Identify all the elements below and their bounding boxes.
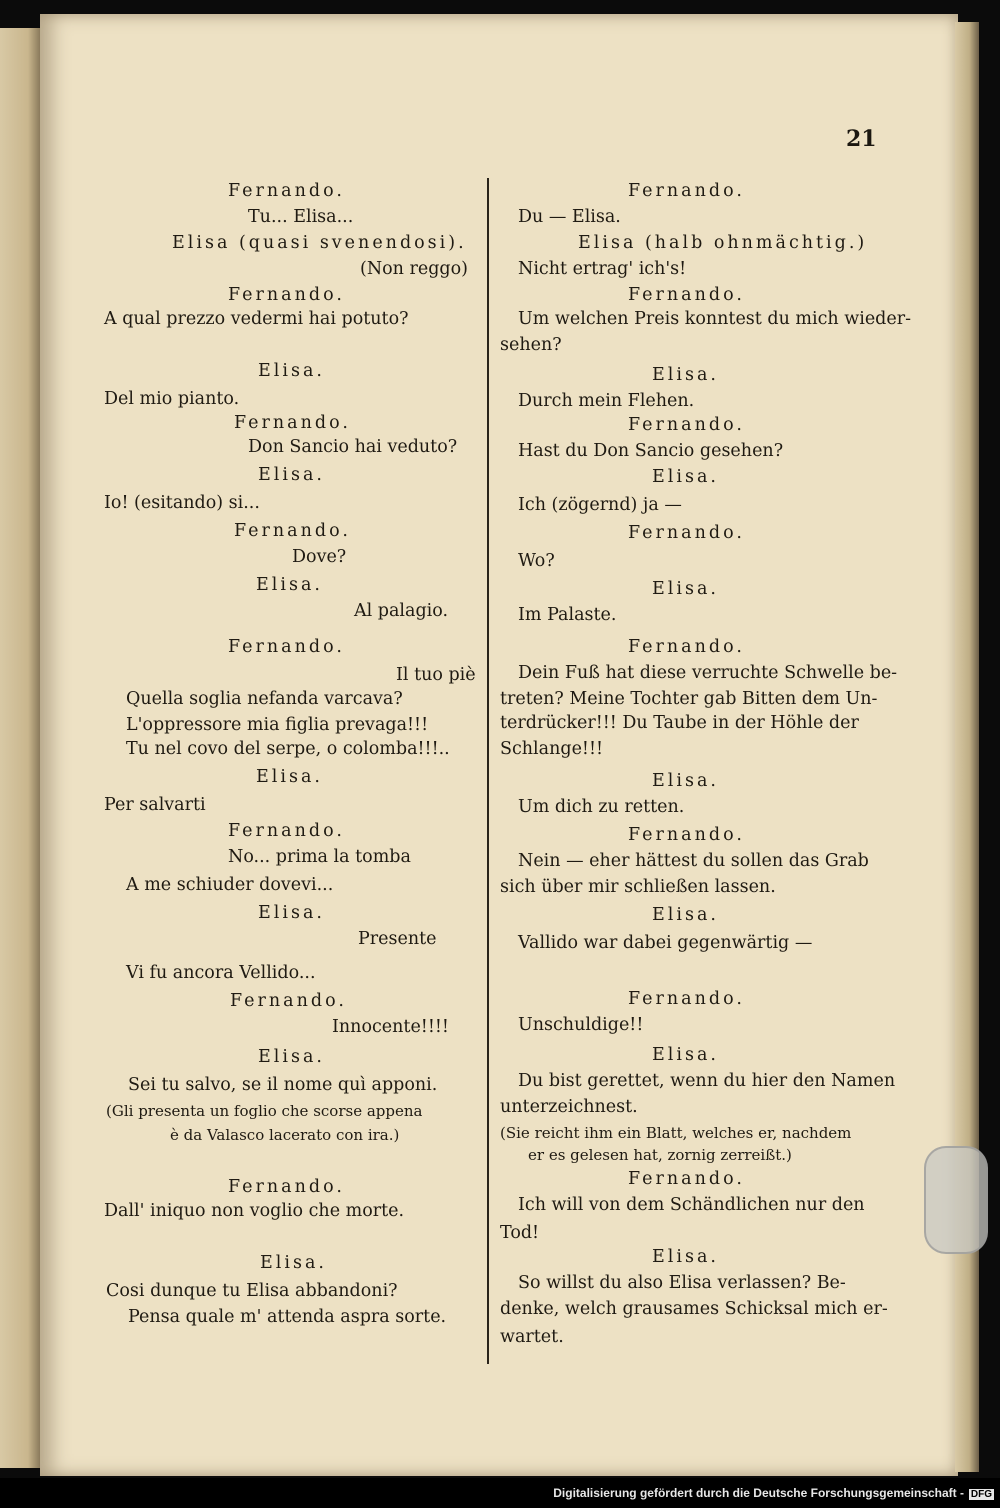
- verse-line: (Non reggo): [360, 259, 468, 279]
- speaker-name: Elisa.: [258, 1047, 325, 1067]
- verse-line: Schlange!!!: [500, 739, 604, 759]
- verse-line: Um dich zu retten.: [518, 797, 685, 817]
- verse-line: treten? Meine Tochter gab Bitten dem Un-: [500, 689, 878, 709]
- speaker-name: Fernando.: [628, 989, 745, 1009]
- verse-line: terdrücker!!! Du Taube in der Höhle der: [500, 713, 859, 733]
- verse-line: Nicht ertrag' ich's!: [518, 259, 687, 279]
- verse-line: Sei tu salvo, se il nome quì apponi.: [128, 1075, 438, 1095]
- speaker-name: Elisa.: [260, 1253, 327, 1273]
- verse-line: Io! (esitando) si...: [104, 493, 260, 513]
- verse-line: Hast du Don Sancio gesehen?: [518, 441, 784, 461]
- verse-line: A me schiuder dovevi...: [126, 875, 334, 895]
- verse-line: L'oppressore mia figlia prevaga!!!: [126, 715, 429, 735]
- verse-line: Pensa quale m' attenda aspra sorte.: [128, 1307, 447, 1327]
- speaker-name: Fernando.: [228, 637, 345, 657]
- speaker-name: Fernando.: [234, 521, 351, 541]
- speaker-name: Elisa.: [652, 771, 719, 791]
- speaker-name: Elisa (halb ohnmächtig.): [578, 233, 868, 253]
- verse-line: Du — Elisa.: [518, 207, 621, 227]
- stage-direction: (Sie reicht ihm ein Blatt, welches er, nachdem: [500, 1124, 852, 1142]
- verse-line: unterzeichnest.: [500, 1097, 638, 1117]
- verse-line: Dove?: [292, 547, 347, 567]
- verse-line: Ich will von dem Schändlichen nur den: [518, 1195, 865, 1215]
- speaker-name: Fernando.: [228, 285, 345, 305]
- speaker-name: Elisa.: [652, 1247, 719, 1267]
- stage-direction: er es gelesen hat, zornig zerreißt.): [528, 1146, 792, 1164]
- verse-line: So willst du also Elisa verlassen? Be-: [518, 1273, 846, 1293]
- page-number: 21: [846, 126, 877, 152]
- verse-line: Cosi dunque tu Elisa abbandoni?: [106, 1281, 398, 1301]
- verse-line: Wo?: [518, 551, 555, 571]
- verse-line: Um welchen Preis konntest du mich wieder-: [518, 309, 912, 329]
- verse-line: No... prima la tomba: [228, 847, 411, 867]
- verse-line: Presente: [358, 929, 437, 949]
- speaker-name: Fernando.: [628, 637, 745, 657]
- speaker-name: Fernando.: [628, 523, 745, 543]
- speaker-name: Elisa.: [256, 767, 323, 787]
- speaker-name: Elisa.: [258, 465, 325, 485]
- speaker-name: Fernando.: [628, 1169, 745, 1189]
- verse-line: Unschuldige!!: [518, 1015, 644, 1035]
- dfg-logo: DFG: [970, 1489, 992, 1500]
- speaker-name: Fernando.: [234, 413, 351, 433]
- speaker-name: Fernando.: [228, 1177, 345, 1197]
- verse-line: Du bist gerettet, wenn du hier den Namen: [518, 1071, 896, 1091]
- verse-line: wartet.: [500, 1327, 564, 1347]
- verse-line: denke, welch grausames Schicksal mich er-: [500, 1299, 888, 1319]
- verse-line: Tod!: [500, 1223, 540, 1243]
- speaker-name: Fernando.: [228, 181, 345, 201]
- verse-line: Per salvarti: [104, 795, 206, 815]
- speaker-name: Fernando.: [628, 181, 745, 201]
- speaker-name: Elisa.: [652, 1045, 719, 1065]
- speaker-name: Elisa.: [256, 575, 323, 595]
- verse-line: Im Palaste.: [518, 605, 617, 625]
- verse-line: Nein — eher hättest du sollen das Grab: [518, 851, 869, 871]
- speaker-name: Fernando.: [628, 825, 745, 845]
- verse-line: Al palagio.: [354, 601, 449, 621]
- verse-line: Quella soglia nefanda varcava?: [126, 689, 403, 709]
- verse-line: Don Sancio hai veduto?: [248, 437, 458, 457]
- verse-line: Il tuo piè: [396, 665, 476, 685]
- speaker-name: Fernando.: [230, 991, 347, 1011]
- verse-line: Del mio pianto.: [104, 389, 240, 409]
- speaker-name: Elisa.: [258, 361, 325, 381]
- page-stack-edge: [955, 22, 979, 1472]
- verse-line: Tu... Elisa...: [248, 207, 354, 227]
- verse-line: Dein Fuß hat diese verruchte Schwelle be-: [518, 663, 898, 683]
- speaker-name: Elisa.: [652, 579, 719, 599]
- verse-line: Vallido war dabei gegenwärtig —: [518, 933, 813, 953]
- footer-bar: [0, 1478, 1000, 1508]
- verse-line: sehen?: [500, 335, 562, 355]
- verse-line: Tu nel covo del serpe, o colomba!!!..: [126, 739, 450, 759]
- speaker-name: Elisa (quasi svenendosi).: [172, 233, 467, 253]
- verse-line: A qual prezzo vedermi hai potuto?: [104, 309, 409, 329]
- stage-direction: (Gli presenta un foglio che scorse appena: [106, 1102, 423, 1120]
- bookmark-tab: [924, 1146, 988, 1254]
- speaker-name: Fernando.: [628, 285, 745, 305]
- speaker-name: Elisa.: [258, 903, 325, 923]
- verse-line: Dall' iniquo non voglio che morte.: [104, 1201, 405, 1221]
- verse-line: Innocente!!!!: [332, 1017, 449, 1037]
- verse-line: Durch mein Flehen.: [518, 391, 695, 411]
- footer-credit: Digitalisierung gefördert durch die Deutsche Forschungsgemeinschaft -: [553, 1486, 964, 1500]
- verse-line: Ich (zögernd) ja —: [518, 495, 682, 515]
- speaker-name: Elisa.: [652, 467, 719, 487]
- speaker-name: Elisa.: [652, 905, 719, 925]
- speaker-name: Fernando.: [228, 821, 345, 841]
- speaker-name: Elisa.: [652, 365, 719, 385]
- column-divider: [487, 178, 489, 1364]
- stage-direction: è da Valasco lacerato con ira.): [170, 1126, 400, 1144]
- speaker-name: Fernando.: [628, 415, 745, 435]
- facing-page-edge: [0, 28, 40, 1468]
- verse-line: Vi fu ancora Vellido...: [126, 963, 316, 983]
- verse-line: sich über mir schließen lassen.: [500, 877, 776, 897]
